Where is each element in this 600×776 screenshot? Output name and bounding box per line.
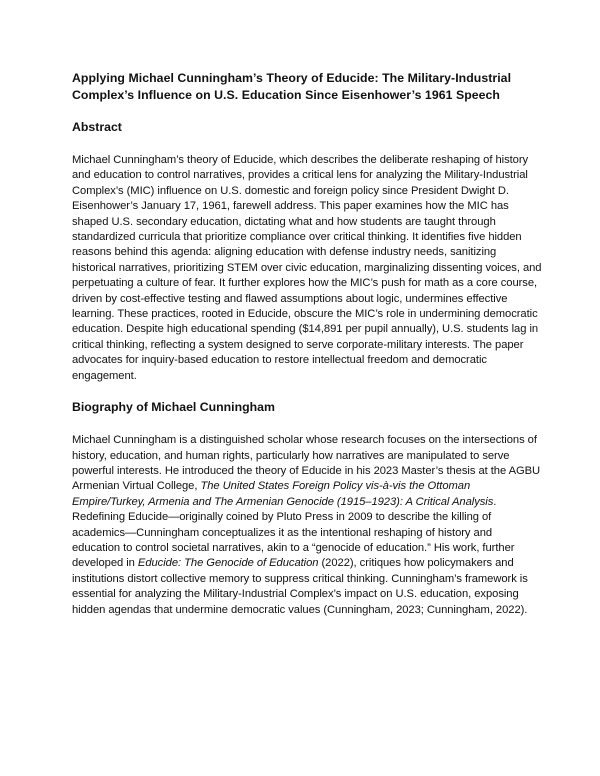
thesis-title: The United States Foreign Policy vis-à-vis the Ottoman Empire/Turkey, Armenia and The Armenian Genocide (1915–1923): A Critical Analysis: [72, 480, 494, 508]
abstract-paragraph: Michael Cunningham’s theory of Educide, which describes the deliberate reshaping of history and education to control narratives, provides a critical lens for analyzing the Military-Industrial Complex’s (MIC) influence on U.S. domestic and foreign policy since President Dwight D. Eisenhower’s January 17, 1961, farewell address. This paper examines how the MIC has shaped U.S. secondary education, dictating what and how students are taught through standardized curricula that prioritize compliance over critical thinking. It identifies five hidden reasons behind this agenda: aligning education with defense industry needs, sanitizing historical narratives, prioritizing STEM over civic education, marginalizing dissenting voices, and perpetuating a culture of fear. It further explores how the MIC’s push for math as a core course, driven by cost-effective testing and flawed assumptions about logic, undermines effective learning. These practices, rooted in Educide, obscure the MIC’s role in undermining democratic education. Despite high educational spending ($14,891 per pupil annually), U.S. students lag in critical thinking, reflecting a system designed to serve corporate-military interests. The paper advocates for inquiry-based education to restore intellectual freedom and democratic engagement.: [72, 154, 542, 382]
paper-title-line-2: Complex’s Influence on U.S. Education Since Eisenhower’s 1961 Speech: [72, 88, 500, 102]
biography-text-part-2: . Redefining Educide—originally coined by Pluto Press in 2009 to describe the killing of academics—Cunningham conceptualizes it as the intentional reshaping of history and education to control societal narratives, akin to a “genocide of education.” His work, further developed in: [72, 495, 515, 570]
paper-title: [72, 70, 542, 104]
biography-heading: Biography of Michael Cunningham: [72, 400, 275, 415]
abstract-heading: Abstract: [72, 120, 122, 134]
biography-text-part-1: Michael Cunningham is a distinguished scholar whose research focuses on the intersections of history, education, and human rights, particularly how narratives are manipulated to serve powerful interests. He introduced the theory of Educide in his 2023 Master’s thesis at the AGBU Armenian Virtual College,: [72, 434, 541, 493]
biography-paragraph: [72, 433, 542, 618]
book-title: Educide: The Genocide of Education: [137, 557, 319, 570]
biography-text-part-3: (2022), critiques how policymakers and institutions distort collective memory to suppress critical thinking. Cunningham’s framework is essential for analyzing the Military-Industrial Complex’s impact on U.S. education, exposing hidden agendas that undermine democratic values (Cunningham, 2023; Cunningham, 2022).: [72, 557, 528, 616]
document-page: [72, 70, 542, 633]
paper-title-line-1: Applying Michael Cunningham’s Theory of Educide: The Military-Industrial: [72, 71, 512, 85]
